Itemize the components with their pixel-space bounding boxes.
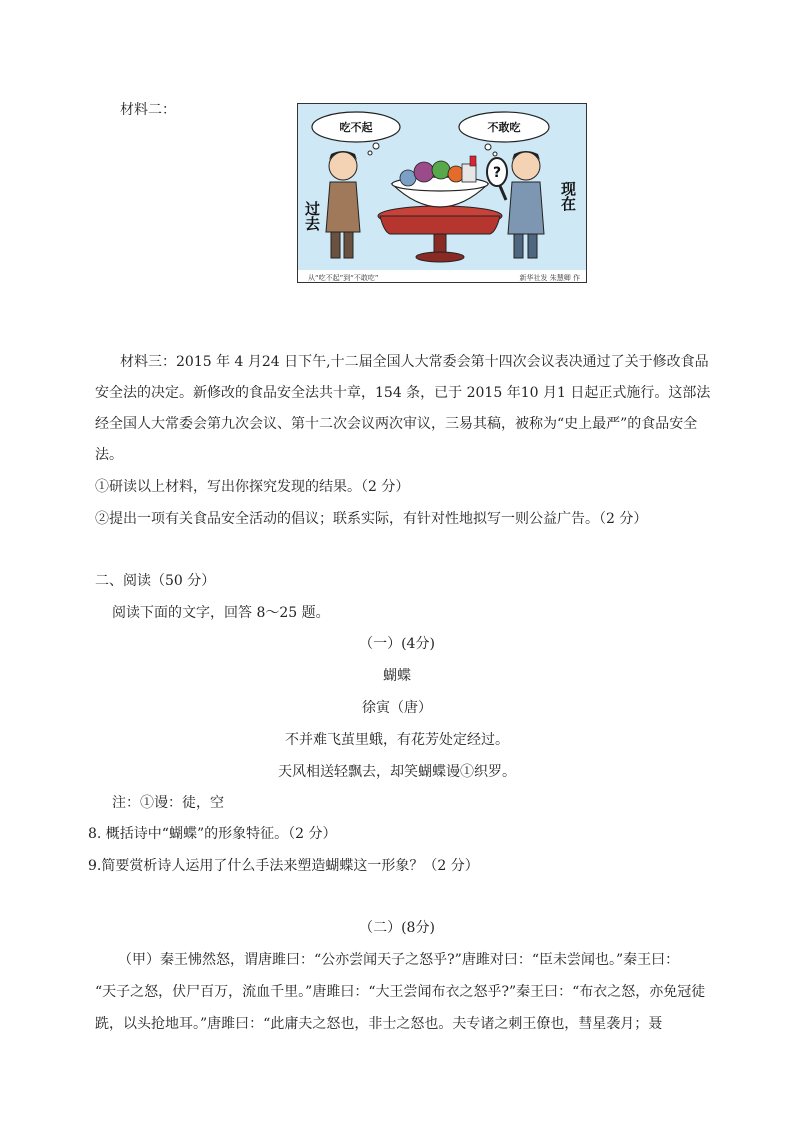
bubble-right-text: 不敢吃 (487, 121, 521, 134)
past-man-head (329, 152, 357, 180)
question-research: ①研读以上材料，写出你探究发现的结果。（2 分） (95, 479, 410, 495)
section2-intro: 阅读下面的文字，回答 8～25 题。 (112, 605, 330, 621)
material3-line4: 法。 (95, 447, 123, 463)
poem-note: 注：①谩：徒，空 (112, 795, 224, 811)
label-now: 现在 (559, 181, 577, 211)
material3-line2: 安全法的决定。新修改的食品安全法共十章，154 条，已于 2015 年10 月1 日起正式施行。这部法 (95, 385, 711, 401)
material3-line1: 材料三：2015 年 4 月24 日下午,十二届全国人大常委会第十四次会议表决通过了关于修改食品 (120, 354, 709, 370)
bubble-left-text: 吃不起 (339, 121, 373, 134)
poem-line-1: 不并难飞茧里蛾，有花芳处定经过。 (285, 732, 509, 748)
question-9: 9.简要赏析诗人运用了什么手法来塑造蝴蝶这一形象？（2 分） (88, 858, 479, 874)
passage-line-2: “天子之怒，伏尸百万，流血千里。”唐雎曰：“大王尝闻布衣之怒乎?”秦王曰：“布衣之怒，亦免冠徒 (95, 984, 706, 1000)
now-man-body (508, 182, 544, 234)
part2-heading: （二）(8分) (359, 920, 435, 936)
question-8: 8. 概括诗中“蝴蝶”的形象特征。（2 分） (88, 826, 337, 842)
cartoon-illustration (298, 104, 587, 283)
material3-line3: 经全国人大常委会第九次会议、第十二次会议两次审议，三易其稿，被称为“史上最严”的食品安全 (95, 416, 698, 432)
magnifier-question: ? (492, 165, 502, 181)
now-man-head (512, 152, 540, 180)
question-proposal: ②提出一项有关食品安全活动的倡议；联系实际，有针对性地拟写一则公益广告。（2 分） (95, 511, 648, 527)
caption-right: 新华社发 朱慧卿 作 (519, 274, 580, 282)
past-man-body (326, 182, 360, 232)
material2-label: 材料二： (120, 102, 176, 118)
label-past: 过去 (303, 201, 321, 231)
poem-author: 徐寅（唐） (362, 700, 432, 716)
food-safety-cartoon (297, 103, 587, 283)
poem-line-2: 天风相送轻飘去，却笑蝴蝶谩①织罗。 (278, 764, 516, 780)
passage-line-1: （甲）秦王怫然怒，谓唐雎曰：“公亦尝闻天子之怒乎?”唐雎对曰：“臣未尝闻也。”秦王曰： (118, 952, 680, 968)
part1-heading: （一）(4分) (359, 636, 435, 652)
poem-title: 蝴蝶 (383, 668, 411, 684)
section2-heading: 二、阅读（50 分） (95, 573, 216, 589)
passage-line-3: 跣，以头抢地耳。”唐雎曰：“此庸夫之怒也，非士之怒也。夫专诸之刺王僚也，彗星袭月；聂 (95, 1016, 663, 1032)
caption-left: 从“吃不起”到“不敢吃” (308, 274, 379, 282)
